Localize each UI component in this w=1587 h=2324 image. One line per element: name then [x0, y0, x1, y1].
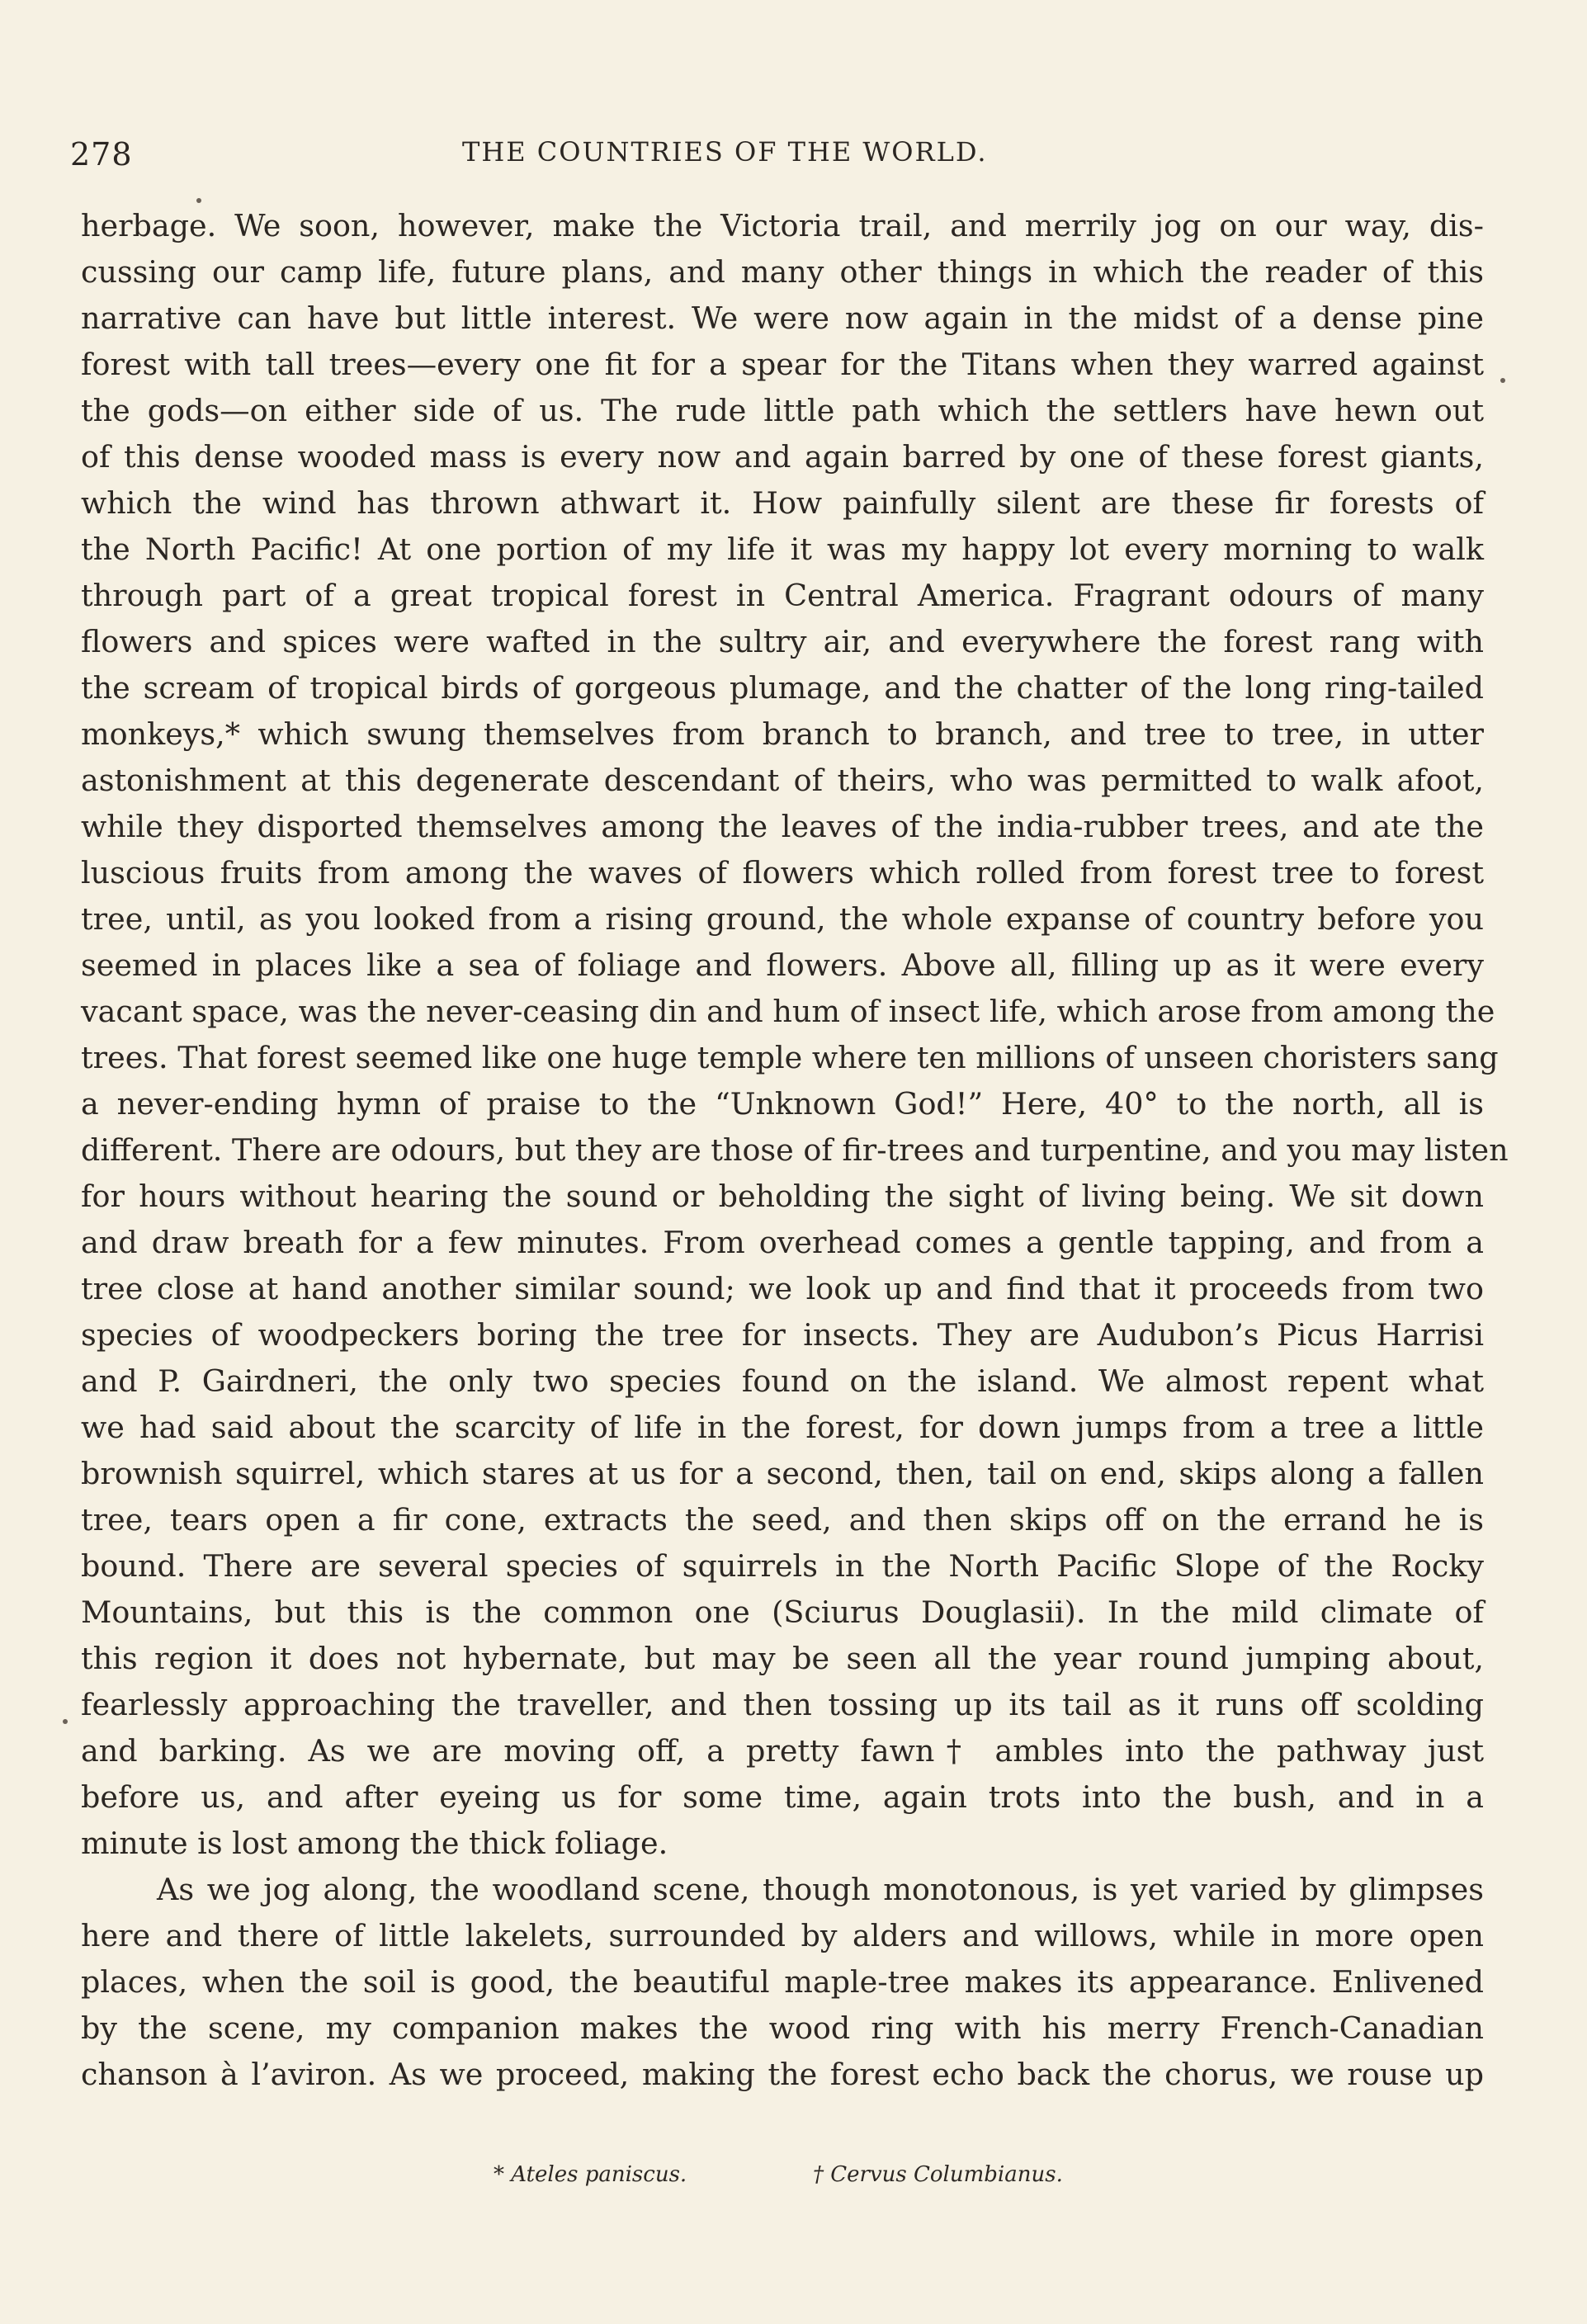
- page-number: 278: [70, 136, 133, 172]
- text-line: we had said about the scarcity of life in the forest, for down jumps from a tree a little: [81, 1410, 1484, 1445]
- text-line: and P. Gairdneri, the only two species found on the island. We almost repent what: [81, 1363, 1484, 1399]
- text-line: while they disported themselves among the leaves of the india-rubber trees, and ate the: [81, 809, 1484, 844]
- text-line: monkeys,* which swung themselves from branch to branch, and tree to tree, in utter: [81, 716, 1484, 752]
- text-line: a never-ending hymn of praise to the “Unknown God!” Here, 40° to the north, all is: [81, 1086, 1484, 1122]
- text-line: species of woodpeckers boring the tree for insects. They are Audubon’s Picus Harrisi: [81, 1317, 1484, 1353]
- text-line: tree, until, as you looked from a rising ground, the whole expanse of country before you: [81, 901, 1484, 937]
- text-line: and barking. As we are moving off, a pretty fawn† ambles into the pathway just: [81, 1733, 1484, 1769]
- text-line: and draw breath for a few minutes. From overhead comes a gentle tapping, and from a: [81, 1225, 1484, 1260]
- running-title: THE COUNTRIES OF THE WORLD.: [462, 136, 988, 168]
- text-line: bound. There are several species of squirrels in the North Pacific Slope of the Rocky: [81, 1548, 1484, 1584]
- text-line: different. There are odours, but they are those of fir-trees and turpentine, and you may listen: [81, 1132, 1509, 1168]
- text-line: of this dense wooded mass is every now and again barred by one of these forest giants,: [81, 439, 1484, 475]
- text-line: tree close at hand another similar sound; we look up and find that it proceeds from two: [81, 1271, 1484, 1306]
- text-line: luscious fruits from among the waves of flowers which rolled from forest tree to forest: [81, 855, 1484, 890]
- text-line: here and there of little lakelets, surrounded by alders and willows, while in more open: [81, 1918, 1484, 1953]
- text-line: cussing our camp life, future plans, and many other things in which the reader of this: [81, 254, 1484, 290]
- print-speck: [1500, 378, 1505, 383]
- text-line: which the wind has thrown athwart it. How painfully silent are these fir forests of: [81, 485, 1484, 521]
- text-line: fearlessly approaching the traveller, and then tossing up its tail as it runs off scolding: [81, 1687, 1484, 1722]
- text-line: by the scene, my companion makes the wood ring with his merry French-Canadian: [81, 2010, 1484, 2046]
- text-line: astonishment at this degenerate descendant of theirs, who was permitted to walk afoot,: [81, 763, 1484, 798]
- text-line: for hours without hearing the sound or beholding the sight of living being. We sit down: [81, 1179, 1484, 1214]
- text-line: Mountains, but this is the common one (Sciurus Douglasii). In the mild climate of: [81, 1594, 1484, 1630]
- text-line: this region it does not hybernate, but may be seen all the year round jumping about,: [81, 1641, 1484, 1676]
- print-speck: [63, 1719, 68, 1724]
- text-line: chanson à l’aviron. As we proceed, making the forest echo back the chorus, we rouse up: [81, 2057, 1484, 2092]
- footnote-cervus: † Cervus Columbianus.: [813, 2162, 1063, 2187]
- text-line: seemed in places like a sea of foliage and flowers. Above all, filling up as it were every: [81, 947, 1484, 983]
- text-line: trees. That forest seemed like one huge temple where ten millions of unseen choristers sang: [81, 1040, 1499, 1075]
- footnote-ateles: * Ateles paniscus.: [494, 2162, 687, 2187]
- text-line: brownish squirrel, which stares at us for a second, then, tail on end, skips along a fallen: [81, 1456, 1484, 1491]
- text-line: before us, and after eyeing us for some time, again trots into the bush, and in a: [81, 1779, 1484, 1815]
- text-line: the North Pacific! At one portion of my life it was my happy lot every morning to walk: [81, 531, 1484, 567]
- text-line: places, when the soil is good, the beautiful maple-tree makes its appearance. Enlivened: [81, 1964, 1484, 2000]
- text-line: herbage. We soon, however, make the Victoria trail, and merrily jog on our way, dis-: [81, 208, 1484, 243]
- text-line: the scream of tropical birds of gorgeous plumage, and the chatter of the long ring-tailed: [81, 670, 1484, 706]
- text-line: forest with tall trees—every one fit for a spear for the Titans when they warred against: [81, 347, 1484, 382]
- text-line: vacant space, was the never-ceasing din and hum of insect life, which arose from among the: [81, 994, 1495, 1029]
- body-text: [81, 203, 1509, 2098]
- text-line: the gods—on either side of us. The rude little path which the settlers have hewn out: [81, 393, 1484, 428]
- text-line: As we jog along, the woodland scene, though monotonous, is yet varied by glimpses: [157, 1872, 1484, 1907]
- text-line: narrative can have but little interest. We were now again in the midst of a dense pine: [81, 300, 1484, 336]
- text-line: flowers and spices were wafted in the sultry air, and everywhere the forest rang with: [81, 624, 1484, 659]
- text-line: tree, tears open a fir cone, extracts the seed, and then skips off on the errand he is: [81, 1502, 1484, 1538]
- text-line: minute is lost among the thick foliage.: [81, 1826, 668, 1861]
- text-line: through part of a great tropical forest in Central America. Fragrant odours of many: [81, 578, 1484, 613]
